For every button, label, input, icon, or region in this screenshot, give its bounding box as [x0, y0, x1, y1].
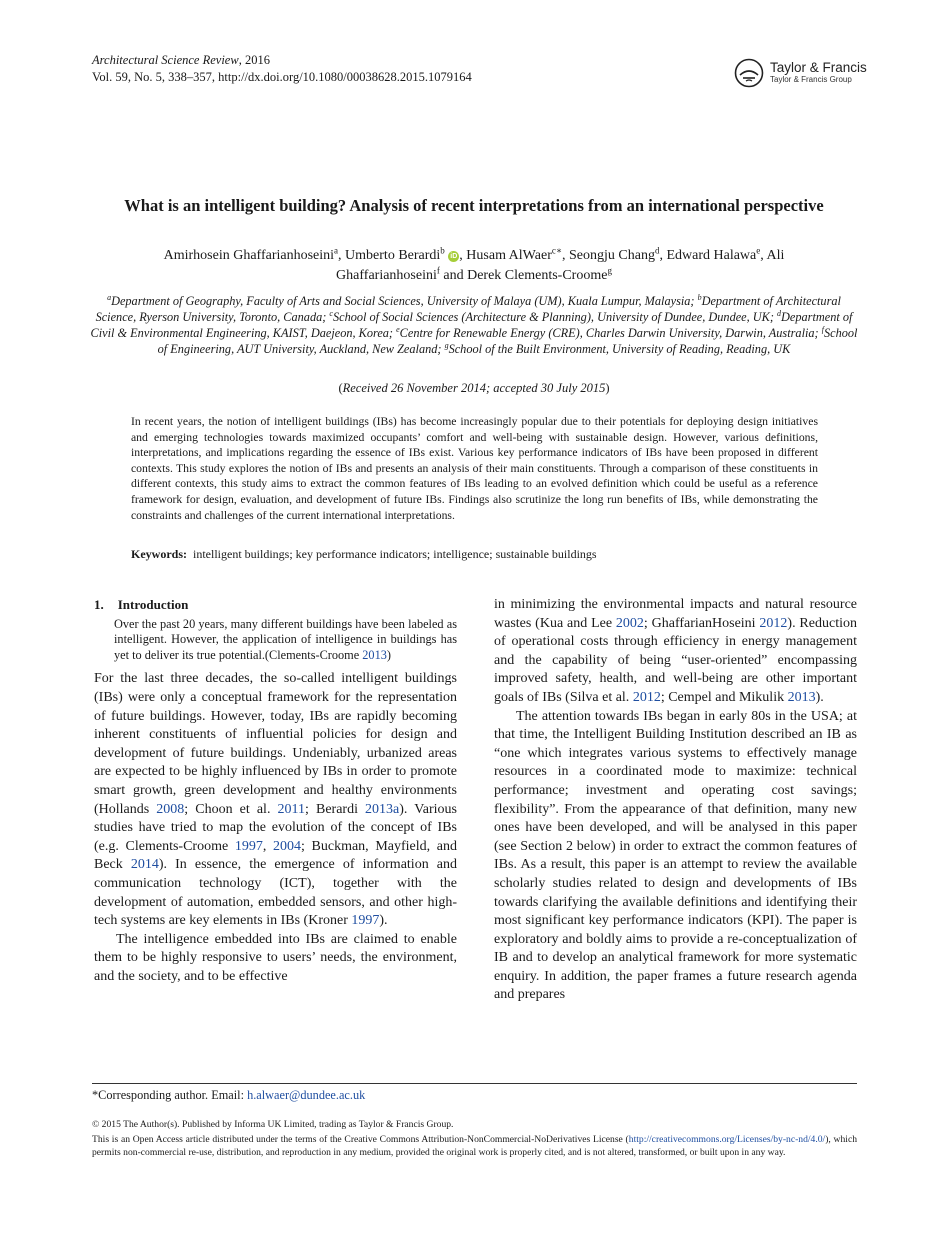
affiliation: Centre for Renewable Energy (CRE), Charles Darwin University, Darwin, Australia;: [399, 326, 819, 340]
text-run: ; Berardi: [305, 801, 366, 817]
keywords-label: Keywords:: [131, 547, 187, 561]
affil-sup: b: [697, 292, 702, 302]
keywords: [131, 546, 818, 562]
author-list: Amirhosein Ghaffarianhoseini$^a$, Umberto Berardi$^b$ iD , Husam AlWaer$^{c∗}$, Seongju Chang$^d$, Edward Halawa$^e$, Ali Ghaffarianhoseini$^f$ and Derek Clements-Croome$^g$: [163, 245, 785, 283]
affiliation: School of the Built Environment, University of Reading, Reading, UK: [448, 342, 791, 356]
text-run: ). In essence, the emergence of information and communication technology (ICT), together with the development of automation, embedded sensors, and other high-tech systems are key elements in IBs (Kroner: [94, 857, 457, 929]
text-run: in minimizing the environmental impacts and natural resource wastes (Kua and Lee: [494, 597, 857, 631]
citation-link[interactable]: 2013: [787, 689, 816, 705]
author-name[interactable]: Husam AlWaer: [466, 248, 552, 263]
text-run: For the last three decades, the so-called intelligent buildings (IBs) were only a conceptual framework for the representation of future buildings. However, today, IBs are rapidly becoming inherent constituents of influential policies for design and development of future buildings. Undeniably, urbanized areas are expected to be highly influenced by IBs in order to promote smart growth, green development and healthy environments (Hollands: [94, 671, 457, 817]
orcid-icon[interactable]: iD: [450, 253, 458, 260]
quote-text: Over the past 20 years, many different buildings have been labeled as intelligent. However, the application of intelligence in buildings has yet to deliver its true potential.(Clements-Croome: [114, 616, 457, 662]
journal-header: [92, 52, 472, 86]
affiliation: Department of Geography, Faculty of Arts and Social Sciences, University of Malaya (UM), Kuala Lumpur, Malaysia;: [111, 294, 695, 308]
section-number: 1.: [94, 597, 104, 612]
epigraph-quote: [114, 617, 457, 664]
author-sup: b: [440, 245, 445, 256]
citation-link[interactable]: 2011: [277, 801, 306, 817]
paragraph: [494, 596, 857, 708]
author-sup: d: [654, 245, 660, 256]
author-name[interactable]: Amirhosein Ghaffarianhoseini: [163, 248, 335, 263]
author-sup: g: [607, 265, 612, 276]
author-sup: e: [756, 245, 761, 256]
affil-sup: e: [396, 324, 400, 334]
license-run: ), which permits non-commercial re-use, distribution, and reproduction in any medium, provided the original work is properly cited, and is not altered, transformed, or built upon in any way.: [92, 1133, 857, 1159]
citation-link[interactable]: 2012: [759, 615, 788, 631]
publisher-emblem-icon: [734, 58, 764, 88]
copyright-notice: [92, 1118, 857, 1160]
citation-link[interactable]: 1997: [351, 913, 380, 929]
citation-link[interactable]: 2014: [130, 857, 159, 873]
citation-link[interactable]: 2004: [272, 838, 301, 854]
author-name[interactable]: Derek Clements-Croome: [467, 268, 608, 283]
author-name[interactable]: Seongju Chang: [569, 248, 655, 263]
section-heading: [94, 596, 457, 615]
affil-sup: f: [821, 324, 824, 334]
citation-link[interactable]: 2008: [156, 801, 185, 817]
citation-link[interactable]: 2002: [615, 615, 644, 631]
keywords-list: intelligent buildings; key performance indicators; intelligence; sustainable buildings: [193, 547, 597, 561]
footnote-divider: [92, 1083, 857, 1084]
affil-sup: a: [107, 292, 112, 302]
text-run: ; GhaffarianHoseini: [643, 615, 760, 631]
publisher-group: Taylor & Francis Group: [770, 75, 852, 84]
journal-year: , 2016: [238, 53, 270, 67]
affiliation: Department of Architectural Science, Ryerson University, Toronto, Canada;: [95, 294, 841, 324]
affiliation: School of Engineering, AUT University, Auckland, New Zealand;: [157, 326, 858, 356]
author-name[interactable]: Ali Ghaffarianhoseini: [336, 248, 785, 283]
journal-name: Architectural Science Review: [92, 53, 239, 67]
corr-label: *Corresponding author. Email:: [92, 1088, 248, 1102]
paragraph: The attention towards IBs began in early 80s in the USA; at that time, the Intelligent Building Institution described an IB as “one which integrates various systems to effectively manage resources in a coordinated mode to maximize: technical performance; investment and operating cost savings; flexibility”. From the appearance of that definition, many new ones have been developed, and will be analysed in this paper (see Section 2 below) in order to extract the common features of IBs. As a result, this paper is an attempt to review the available scholarly studies related to design and developments of IBs towards clarifying the available definitions and identifying their most significant key performance indicators (KPI). The paper is exploratory and boldly aims to provide a re-conceptualization of IB and to develop an analytical framework for more systematic enquiry. In addition, the paper frames a future research agenda and prepares: [494, 708, 857, 1003]
author-sup: f: [436, 265, 440, 276]
affil-sup: d: [777, 308, 782, 318]
quote-end: ): [386, 647, 391, 662]
text-run: ). Various studies have tried to map the evolution of the concept of IBs (e.g. Clements-Croome: [94, 801, 458, 854]
left-column: [94, 596, 457, 986]
text-run: ,: [262, 838, 273, 854]
author-name[interactable]: Umberto Berardi: [345, 248, 441, 263]
text-run: ). Reduction of operational costs through efficiency in energy management and the capability of being “user-oriented” encompassing improved safety, health, and well-being are other important goals of IBs (Silva et al.: [494, 615, 857, 705]
citation-link[interactable]: 2013: [362, 647, 387, 662]
text-run: ; Buckman, Mayfield, and Beck: [94, 838, 458, 873]
copyright-line: © 2015 The Author(s). Published by Informa UK Limited, trading as Taylor & Francis Group.: [92, 1119, 454, 1130]
author-name[interactable]: Edward Halawa: [666, 248, 757, 263]
section-title: Introduction: [117, 597, 189, 612]
affiliation: School of Social Sciences (Architecture & Planning), University of Dundee, Dundee, UK;: [332, 310, 774, 324]
citation-link[interactable]: 1997: [234, 838, 263, 854]
affiliation: Department of Civil & Environmental Engineering, KAIST, Daejeon, Korea;: [90, 310, 853, 340]
text-run: ; Cempel and Mikulik: [660, 689, 788, 705]
license-run: This is an Open Access article distributed under the terms of the Creative Commons Attribution-NonCommercial-NoDerivatives License (: [92, 1133, 629, 1145]
email-link[interactable]: h.alwaer@dundee.ac.uk: [247, 1088, 366, 1102]
license-text: [92, 1133, 857, 1160]
citation-link[interactable]: 2013a: [365, 801, 400, 817]
abstract: In recent years, the notion of intelligent buildings (IBs) has become increasingly popular due to their potentials for deploying design initiatives and emerging technologies towards maximized occupants’ comfort and well-being with sustainable design. However, various definitions, interpretations, and implications regarding the essence of IBs exist. Various key performance indicators of IBs have been proposed in different contexts. This study explores the notion of IBs and presents an analysis of their main constituents. Through a comparison of these constituents in different contexts, this study aims to extract the common features of IBs leading to an evolved definition which could be useful as a reference framework for design, evaluation, and development of future IBs. Findings also scrutinize the long run benefits of IBs, while demonstrating the constraints and challenges of the current international interpretations.: [131, 415, 818, 522]
affiliations: [88, 293, 860, 357]
author-sup: c∗: [551, 245, 562, 256]
affil-sup: g: [444, 340, 449, 350]
license-link[interactable]: http://creativecommons.org/Licenses/by-nc-nd/4.0/: [628, 1133, 826, 1145]
affil-sup: c: [329, 308, 333, 318]
publisher-logo: [734, 58, 867, 88]
publisher-name: Taylor & Francis: [770, 60, 867, 75]
corresponding-author: [92, 1087, 365, 1103]
author-sup: a: [334, 245, 339, 256]
text-run: ).: [379, 913, 388, 929]
article-title: What is an intelligent building? Analysis of recent interpretations from an international perspective: [124, 196, 824, 215]
volume-doi-line: Vol. 59, No. 5, 338–357, http://dx.doi.org/10.1080/00038628.2015.1079164: [92, 70, 472, 84]
right-column: [494, 596, 857, 1005]
text-run: ; Choon et al.: [184, 801, 278, 817]
paragraph: The intelligence embedded into IBs are claimed to enable them to be highly responsive to users’ needs, the environment, and the society, and to be effective: [94, 931, 457, 984]
received-dates: (Received 26 November 2014; accepted 30 July 2015): [338, 381, 610, 395]
citation-link[interactable]: 2012: [632, 689, 661, 705]
paragraph: [94, 670, 457, 930]
text-run: ).: [815, 689, 824, 705]
received-text: Received 26 November 2014; accepted 30 July 2015: [342, 381, 606, 395]
